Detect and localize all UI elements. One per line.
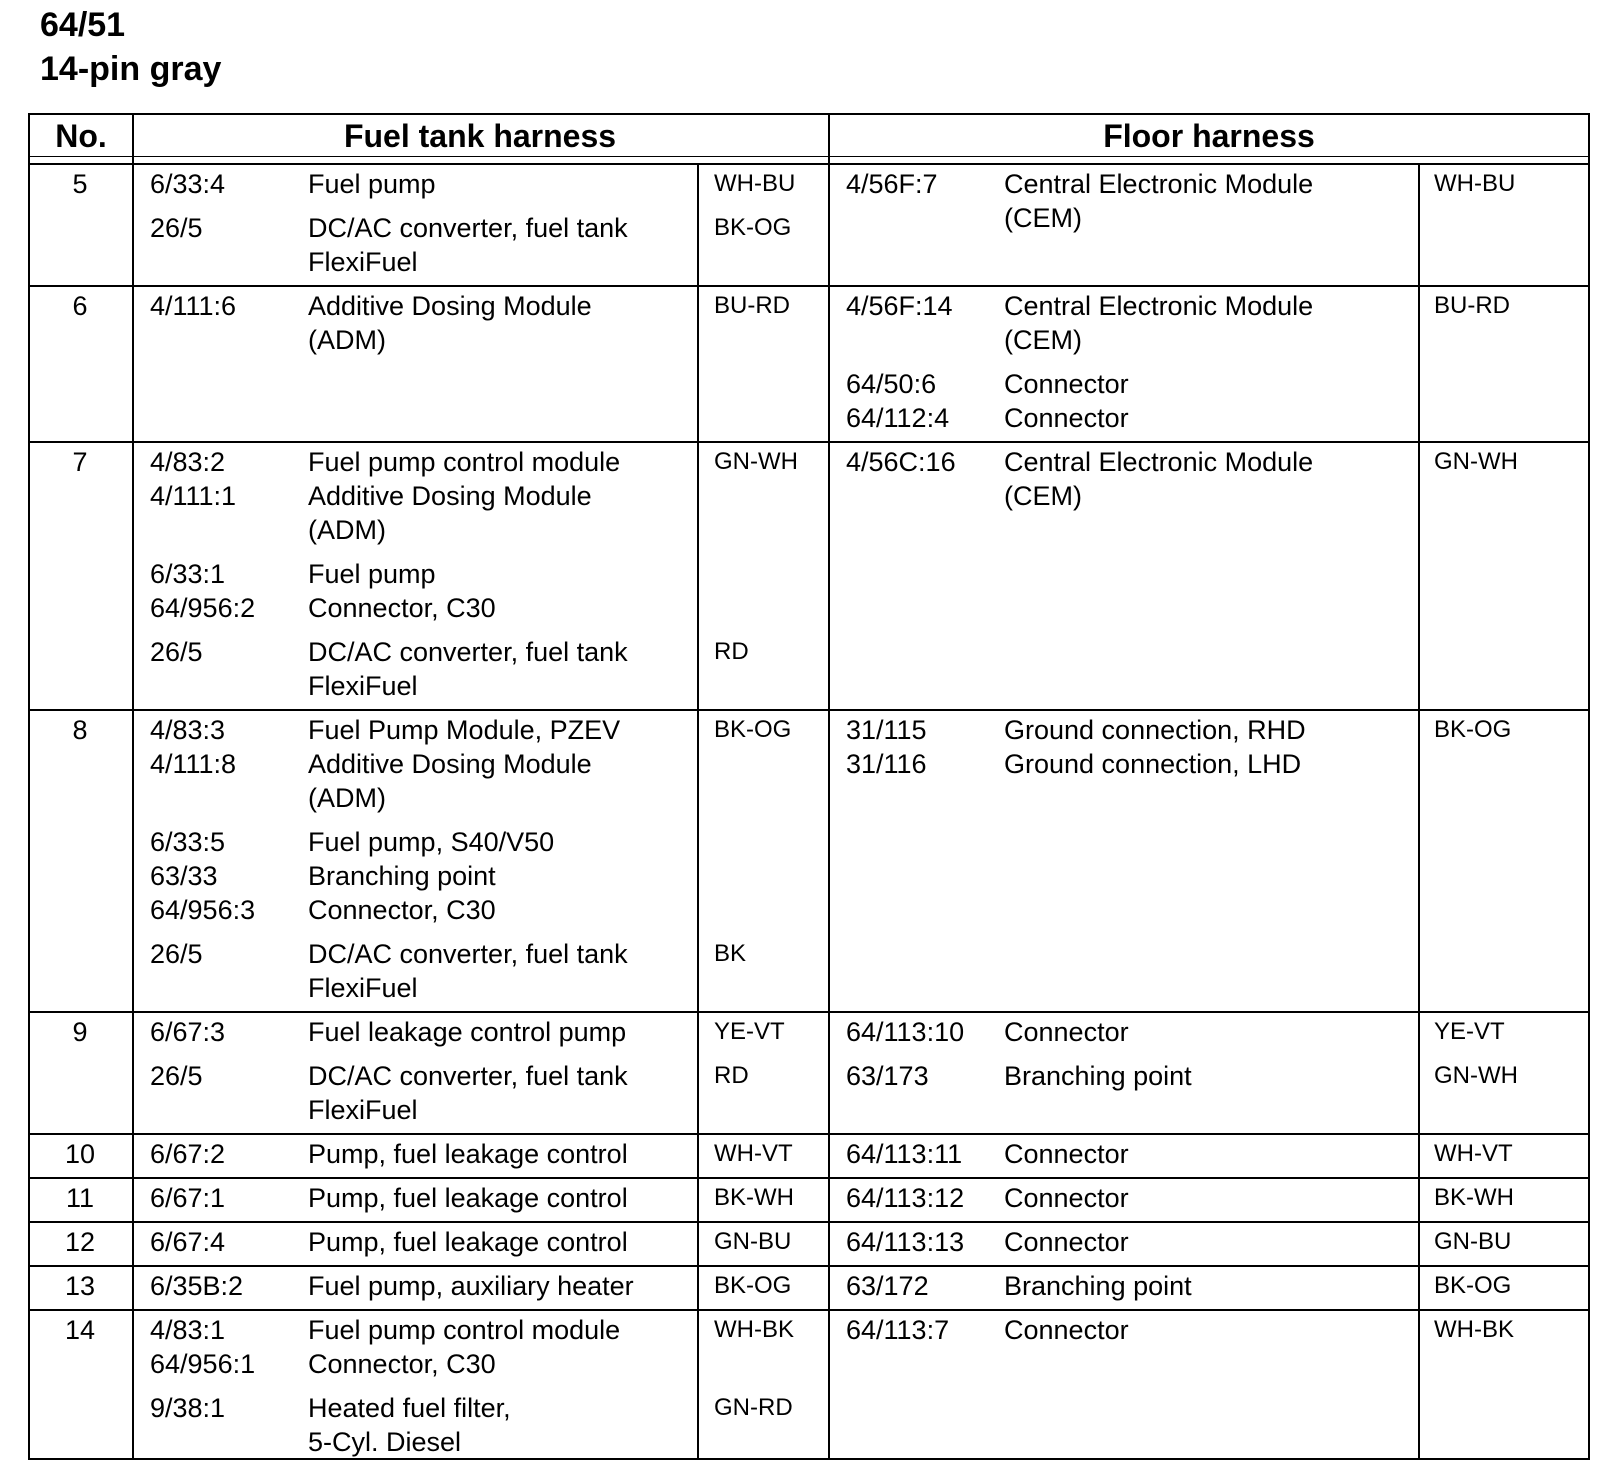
fuel-tank-wire-color: BK-WH (714, 1184, 794, 1211)
fuel-tank-component-code: 6/67:2 (150, 1139, 226, 1169)
fuel-tank-component-desc: Heated fuel filter, (308, 1393, 511, 1423)
fuel-tank-component-desc: Fuel pump, auxiliary heater (308, 1271, 634, 1301)
floor-component-code: 64/113:13 (846, 1227, 965, 1257)
fuel-tank-component-desc: Additive Dosing Module (308, 481, 592, 511)
fuel-tank-wire-color: BK (714, 940, 747, 967)
floor-component-desc: Central Electronic Module (1004, 291, 1314, 321)
floor-component-code: 4/56F:14 (846, 291, 953, 321)
header-no: No. (55, 117, 107, 154)
floor-component-desc: Connector (1004, 369, 1129, 399)
fuel-tank-component-code: 6/35B:2 (150, 1271, 244, 1301)
pin-number: 9 (72, 1017, 88, 1047)
floor-wire-color: WH-VT (1434, 1140, 1513, 1167)
floor-wire-color: YE-VT (1434, 1018, 1505, 1045)
fuel-tank-wire-color: BK-OG (714, 716, 792, 743)
fuel-tank-component-desc: DC/AC converter, fuel tank (308, 213, 628, 243)
fuel-tank-wire-color: WH-VT (714, 1140, 793, 1167)
floor-component-desc: (CEM) (1004, 325, 1082, 355)
fuel-tank-component-desc: DC/AC converter, fuel tank (308, 939, 628, 969)
fuel-tank-wire-color: BU-RD (714, 292, 790, 319)
fuel-tank-component-code: 26/5 (150, 637, 203, 667)
fuel-tank-component-code: 64/956:3 (150, 895, 256, 925)
floor-wire-color: BK-WH (1434, 1184, 1514, 1211)
fuel-tank-wire-color: RD (714, 638, 749, 665)
floor-wire-color: GN-BU (1434, 1228, 1512, 1255)
table-header (30, 115, 1588, 157)
fuel-tank-wire-color: YE-VT (714, 1018, 785, 1045)
fuel-tank-component-desc: Pump, fuel leakage control (308, 1139, 628, 1169)
pin-number: 6 (72, 291, 88, 321)
fuel-tank-component-desc: DC/AC converter, fuel tank (308, 1061, 628, 1091)
fuel-tank-component-desc: (ADM) (308, 325, 386, 355)
table-row (30, 1135, 1588, 1177)
floor-component-desc: Ground connection, LHD (1004, 749, 1302, 779)
floor-component-desc: Connector (1004, 1315, 1129, 1345)
floor-wire-color: GN-WH (1434, 448, 1518, 475)
pin-number: 14 (64, 1315, 96, 1345)
floor-wire-color: WH-BK (1434, 1316, 1514, 1343)
table-row (30, 711, 1588, 1011)
floor-component-code: 64/50:6 (846, 369, 937, 399)
fuel-tank-component-code: 63/33 (150, 861, 218, 891)
fuel-tank-wire-color: WH-BU (714, 170, 796, 197)
table-row (30, 165, 1588, 285)
floor-component-code: 64/113:11 (846, 1139, 963, 1169)
fuel-tank-wire-color: BK-OG (714, 214, 792, 241)
pin-number: 8 (72, 715, 88, 745)
floor-wire-color: WH-BU (1434, 170, 1516, 197)
fuel-tank-component-desc: Fuel leakage control pump (308, 1017, 627, 1047)
fuel-tank-wire-color: RD (714, 1062, 749, 1089)
floor-component-desc: Branching point (1004, 1061, 1192, 1091)
fuel-tank-component-desc: Pump, fuel leakage control (308, 1227, 628, 1257)
fuel-tank-component-desc: FlexiFuel (308, 671, 418, 701)
floor-wire-color: GN-WH (1434, 1062, 1518, 1089)
fuel-tank-component-code: 6/67:1 (150, 1183, 226, 1213)
fuel-tank-wire-color: GN-WH (714, 448, 798, 475)
floor-component-desc: (CEM) (1004, 481, 1082, 511)
table-row (30, 1013, 1588, 1133)
header-floor-harness: Floor harness (1103, 117, 1315, 154)
fuel-tank-component-code: 6/67:3 (150, 1017, 226, 1047)
pin-number: 10 (64, 1139, 96, 1169)
floor-component-code: 4/56C:16 (846, 447, 956, 477)
floor-component-code: 64/113:7 (846, 1315, 950, 1345)
fuel-tank-component-desc: Additive Dosing Module (308, 291, 592, 321)
fuel-tank-component-desc: Connector, C30 (308, 593, 496, 623)
fuel-tank-component-code: 4/83:2 (150, 447, 226, 477)
fuel-tank-component-desc: (ADM) (308, 515, 386, 545)
fuel-tank-wire-color: WH-BK (714, 1316, 794, 1343)
fuel-tank-component-desc: Fuel Pump Module, PZEV (308, 715, 621, 745)
floor-component-code: 63/173 (846, 1061, 929, 1091)
fuel-tank-component-desc: Branching point (308, 861, 496, 891)
floor-component-code: 31/116 (846, 749, 927, 779)
connector-description: 14-pin gray (40, 50, 222, 88)
fuel-tank-component-code: 4/83:3 (150, 715, 226, 745)
pin-number: 13 (64, 1271, 96, 1301)
pin-number: 12 (64, 1227, 96, 1257)
floor-component-desc: Ground connection, RHD (1004, 715, 1306, 745)
floor-component-desc: Connector (1004, 1183, 1129, 1213)
fuel-tank-component-code: 26/5 (150, 939, 203, 969)
floor-component-desc: Connector (1004, 1139, 1129, 1169)
table-row (30, 1179, 1588, 1221)
fuel-tank-component-code: 64/956:2 (150, 593, 256, 623)
pinout-table (28, 113, 1590, 1460)
floor-component-code: 31/115 (846, 715, 927, 745)
table-row (30, 1223, 1588, 1265)
floor-component-code: 64/113:10 (846, 1017, 965, 1047)
fuel-tank-component-code: 4/111:8 (150, 749, 237, 779)
fuel-tank-component-desc: FlexiFuel (308, 1095, 418, 1125)
fuel-tank-component-code: 26/5 (150, 213, 203, 243)
pin-number: 7 (72, 447, 88, 477)
floor-component-code: 4/56F:7 (846, 169, 938, 199)
fuel-tank-component-desc: Fuel pump, S40/V50 (308, 827, 555, 857)
fuel-tank-component-code: 26/5 (150, 1061, 203, 1091)
floor-component-code: 64/113:12 (846, 1183, 965, 1213)
fuel-tank-component-desc: Connector, C30 (308, 895, 496, 925)
floor-component-desc: Central Electronic Module (1004, 169, 1314, 199)
table-row (30, 443, 1588, 709)
header-fuel-tank-harness: Fuel tank harness (343, 117, 617, 154)
floor-component-desc: Branching point (1004, 1271, 1192, 1301)
floor-component-desc: (CEM) (1004, 203, 1082, 233)
floor-wire-color: BK-OG (1434, 716, 1512, 743)
fuel-tank-component-desc: FlexiFuel (308, 973, 418, 1003)
fuel-tank-component-code: 6/33:1 (150, 559, 226, 589)
fuel-tank-component-code: 6/33:5 (150, 827, 226, 857)
floor-component-desc: Connector (1004, 1017, 1129, 1047)
fuel-tank-wire-color: GN-BU (714, 1228, 792, 1255)
table-row (30, 1267, 1588, 1309)
floor-component-desc: Connector (1004, 1227, 1129, 1257)
table-row (30, 287, 1588, 441)
fuel-tank-component-code: 6/67:4 (150, 1227, 226, 1257)
fuel-tank-component-desc: Additive Dosing Module (308, 749, 592, 779)
fuel-tank-component-desc: Fuel pump control module (308, 1315, 621, 1345)
fuel-tank-component-desc: DC/AC converter, fuel tank (308, 637, 628, 667)
fuel-tank-component-code: 4/111:1 (150, 481, 237, 511)
fuel-tank-component-desc: Pump, fuel leakage control (308, 1183, 628, 1213)
fuel-tank-component-desc: 5-Cyl. Diesel (308, 1427, 462, 1457)
fuel-tank-component-desc: Fuel pump control module (308, 447, 621, 477)
fuel-tank-wire-color: GN-RD (714, 1394, 793, 1421)
fuel-tank-component-desc: (ADM) (308, 783, 386, 813)
fuel-tank-component-desc: Fuel pump (308, 559, 436, 589)
table-row (30, 1311, 1588, 1465)
fuel-tank-component-desc: Fuel pump (308, 169, 436, 199)
floor-component-code: 64/112:4 (846, 403, 950, 433)
fuel-tank-wire-color: BK-OG (714, 1272, 792, 1299)
floor-wire-color: BU-RD (1434, 292, 1510, 319)
fuel-tank-component-code: 4/83:1 (150, 1315, 226, 1345)
pin-number: 11 (65, 1183, 95, 1213)
fuel-tank-component-desc: Connector, C30 (308, 1349, 496, 1379)
floor-component-desc: Connector (1004, 403, 1129, 433)
floor-wire-color: BK-OG (1434, 1272, 1512, 1299)
fuel-tank-component-code: 64/956:1 (150, 1349, 256, 1379)
connector-id: 64/51 (40, 6, 126, 44)
pin-number: 5 (72, 169, 88, 199)
fuel-tank-component-code: 9/38:1 (150, 1393, 226, 1423)
fuel-tank-component-desc: FlexiFuel (308, 247, 418, 277)
floor-component-desc: Central Electronic Module (1004, 447, 1314, 477)
fuel-tank-component-code: 6/33:4 (150, 169, 226, 199)
floor-component-code: 63/172 (846, 1271, 929, 1301)
fuel-tank-component-code: 4/111:6 (150, 291, 237, 321)
